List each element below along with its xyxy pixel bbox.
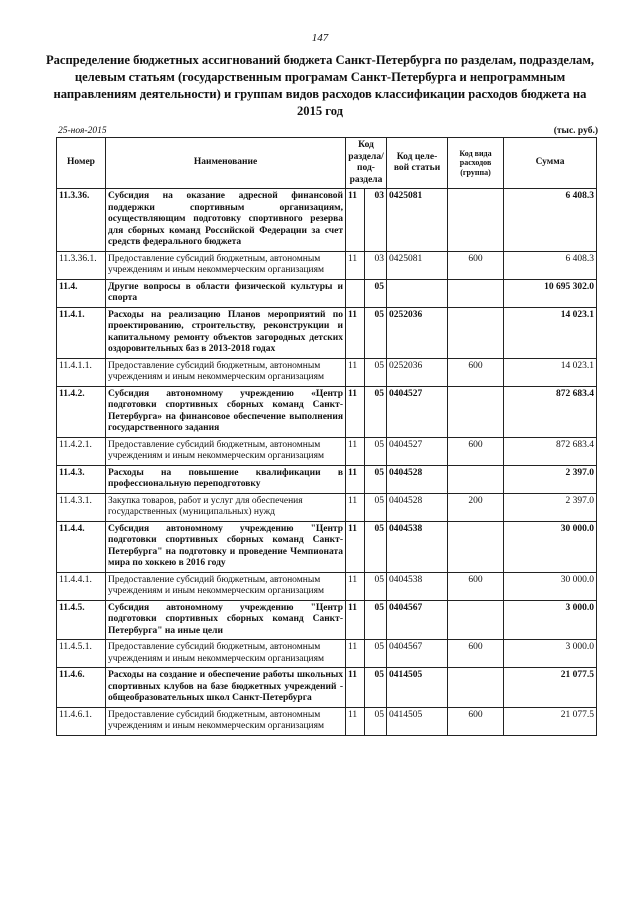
budget-table <box>56 137 597 736</box>
row-section: 11 <box>346 386 365 437</box>
document-date: 25-ноя-2015 <box>58 126 107 136</box>
row-section: 11 <box>346 521 365 572</box>
row-number: 11.4.4. <box>57 521 106 572</box>
row-sum: 2 397.0 <box>504 493 597 521</box>
row-target: 0404538 <box>387 572 448 600</box>
row-group: 600 <box>448 572 504 600</box>
row-group: 600 <box>448 251 504 279</box>
header-number: Номер <box>57 138 106 189</box>
row-group <box>448 465 504 493</box>
row-section: 11 <box>346 493 365 521</box>
row-number: 11.4.5. <box>57 600 106 640</box>
header-name: Наименование <box>106 138 346 189</box>
row-group <box>448 189 504 252</box>
row-target: 0404538 <box>387 521 448 572</box>
row-section: 11 <box>346 640 365 668</box>
row-subsection: 05 <box>365 707 387 735</box>
row-target: 0404567 <box>387 600 448 640</box>
row-name: Предоставление субсидий бюджетным, автономным учреждениям и иным некоммерческим организациям <box>106 358 346 386</box>
row-subsection: 03 <box>365 189 387 252</box>
row-section: 11 <box>346 572 365 600</box>
row-number: 11.4.1.1. <box>57 358 106 386</box>
row-sum: 872 683.4 <box>504 386 597 437</box>
row-section: 11 <box>346 437 365 465</box>
row-subsection: 05 <box>365 358 387 386</box>
row-subsection: 05 <box>365 668 387 708</box>
table-row <box>57 668 597 708</box>
row-group <box>448 386 504 437</box>
row-section: 11 <box>346 307 365 358</box>
row-group <box>448 600 504 640</box>
row-number: 11.4.2.1. <box>57 437 106 465</box>
row-name: Расходы на повышение квалификации в профессиональную переподготовку <box>106 465 346 493</box>
row-sum: 6 408.3 <box>504 189 597 252</box>
row-name: Предоставление субсидий бюджетным, автономным учреждениям и иным некоммерческим организациям <box>106 707 346 735</box>
row-group <box>448 279 504 307</box>
row-sum: 3 000.0 <box>504 640 597 668</box>
row-target: 0425081 <box>387 189 448 252</box>
row-target <box>387 279 448 307</box>
row-target: 0252036 <box>387 358 448 386</box>
row-target: 0404528 <box>387 493 448 521</box>
table-row <box>57 600 597 640</box>
row-sum: 30 000.0 <box>504 572 597 600</box>
row-group: 600 <box>448 640 504 668</box>
header-target: Код целе- вой статьи <box>387 138 448 189</box>
header-sum: Сумма <box>504 138 597 189</box>
table-row <box>57 386 597 437</box>
table-header-row <box>57 138 597 189</box>
row-sum: 30 000.0 <box>504 521 597 572</box>
row-sum: 872 683.4 <box>504 437 597 465</box>
row-group: 600 <box>448 437 504 465</box>
row-target: 0404527 <box>387 437 448 465</box>
table-body <box>57 189 597 736</box>
row-subsection: 05 <box>365 279 387 307</box>
row-number: 11.3.36. <box>57 189 106 252</box>
table-row <box>57 465 597 493</box>
row-sum: 21 077.5 <box>504 707 597 735</box>
row-subsection: 05 <box>365 437 387 465</box>
row-name: Предоставление субсидий бюджетным, автономным учреждениям и иным некоммерческим организациям <box>106 640 346 668</box>
table-row <box>57 358 597 386</box>
row-target: 0414505 <box>387 668 448 708</box>
row-number: 11.4.4.1. <box>57 572 106 600</box>
row-section: 11 <box>346 707 365 735</box>
row-group <box>448 668 504 708</box>
row-group <box>448 521 504 572</box>
row-sum: 2 397.0 <box>504 465 597 493</box>
row-target: 0404527 <box>387 386 448 437</box>
table-row <box>57 251 597 279</box>
row-sum: 14 023.1 <box>504 358 597 386</box>
row-target: 0425081 <box>387 251 448 279</box>
page-number: 147 <box>311 32 329 44</box>
row-section <box>346 279 365 307</box>
table-row <box>57 279 597 307</box>
row-name: Субсидия автономному учреждению «Центр подготовки спортивных сборных команд Санкт-Петербурга» на финансовое обеспечение выполнения государственного задания <box>106 386 346 437</box>
row-name: Субсидия автономному учреждению "Центр подготовки спортивных сборных команд Санкт-Петербурга" на подготовку и проведение Чемпионата мира по хоккею в 2016 году <box>106 521 346 572</box>
row-number: 11.4.3.1. <box>57 493 106 521</box>
row-number: 11.4.6. <box>57 668 106 708</box>
row-subsection: 05 <box>365 307 387 358</box>
row-name: Субсидия автономному учреждению "Центр подготовки спортивных сборных команд Санкт-Петербурга" на иные цели <box>106 600 346 640</box>
row-sum: 21 077.5 <box>504 668 597 708</box>
row-subsection: 05 <box>365 600 387 640</box>
row-group: 600 <box>448 707 504 735</box>
row-section: 11 <box>346 465 365 493</box>
table-row <box>57 640 597 668</box>
row-number: 11.3.36.1. <box>57 251 106 279</box>
row-section: 11 <box>346 189 365 252</box>
table-row <box>57 189 597 252</box>
row-subsection: 05 <box>365 465 387 493</box>
row-name: Расходы на создание и обеспечение работы школьных спортивных клубов на базе бюджетных учреждений - общеобразовательных школ Санкт-Петербурга <box>106 668 346 708</box>
row-number: 11.4. <box>57 279 106 307</box>
row-number: 11.4.3. <box>57 465 106 493</box>
row-sum: 3 000.0 <box>504 600 597 640</box>
row-sum: 14 023.1 <box>504 307 597 358</box>
row-subsection: 05 <box>365 386 387 437</box>
row-number: 11.4.1. <box>57 307 106 358</box>
table-row <box>57 437 597 465</box>
row-name: Другие вопросы в области физической культуры и спорта <box>106 279 346 307</box>
document-title: Распределение бюджетных ассигнований бюджета Санкт-Петербурга по разделам, подразделам, целевым статьям (государственным програмам Санкт-Петербурга и непрограммным направлениям деятельности) и группам видов расходов классификации расходов бюджета на 2015 год <box>45 53 595 118</box>
row-subsection: 05 <box>365 493 387 521</box>
row-target: 0404567 <box>387 640 448 668</box>
row-group: 200 <box>448 493 504 521</box>
row-number: 11.4.2. <box>57 386 106 437</box>
row-target: 0414505 <box>387 707 448 735</box>
row-name: Расходы на реализацию Планов мероприятий по проектированию, строительству, реконструкции и капитальному ремонту объектов загородных детских оздоровительных баз в 2013-2018 годах <box>106 307 346 358</box>
row-section: 11 <box>346 251 365 279</box>
row-target: 0252036 <box>387 307 448 358</box>
row-sum: 6 408.3 <box>504 251 597 279</box>
table-row <box>57 572 597 600</box>
row-name: Предоставление субсидий бюджетным, автономным учреждениям и иным некоммерческим организациям <box>106 437 346 465</box>
header-section: Код раздела/ под- раздела <box>346 138 387 189</box>
row-section: 11 <box>346 358 365 386</box>
table-row <box>57 707 597 735</box>
row-target: 0404528 <box>387 465 448 493</box>
row-sum: 10 695 302.0 <box>504 279 597 307</box>
row-subsection: 05 <box>365 572 387 600</box>
row-number: 11.4.6.1. <box>57 707 106 735</box>
table-row <box>57 521 597 572</box>
row-subsection: 03 <box>365 251 387 279</box>
units-label: (тыс. руб.) <box>553 126 598 136</box>
row-group: 600 <box>448 358 504 386</box>
row-subsection: 05 <box>365 640 387 668</box>
table-row <box>57 307 597 358</box>
row-group <box>448 307 504 358</box>
table-row <box>57 493 597 521</box>
row-section: 11 <box>346 668 365 708</box>
row-name: Предоставление субсидий бюджетным, автономным учреждениям и иным некоммерческим организациям <box>106 572 346 600</box>
row-number: 11.4.5.1. <box>57 640 106 668</box>
row-subsection: 05 <box>365 521 387 572</box>
row-name: Предоставление субсидий бюджетным, автономным учреждениям и иным некоммерческим организациям <box>106 251 346 279</box>
header-group: Код вида расходов (группа) <box>448 138 504 189</box>
row-name: Закупка товаров, работ и услуг для обеспечения государственных (муниципальных) нужд <box>106 493 346 521</box>
row-name: Субсидия на оказание адресной финансовой поддержки спортивным организациям, осуществляющим подготовку спортивного резерва для сборных команд Российской Федерации за счет средств федерального бюджета <box>106 189 346 252</box>
row-section: 11 <box>346 600 365 640</box>
